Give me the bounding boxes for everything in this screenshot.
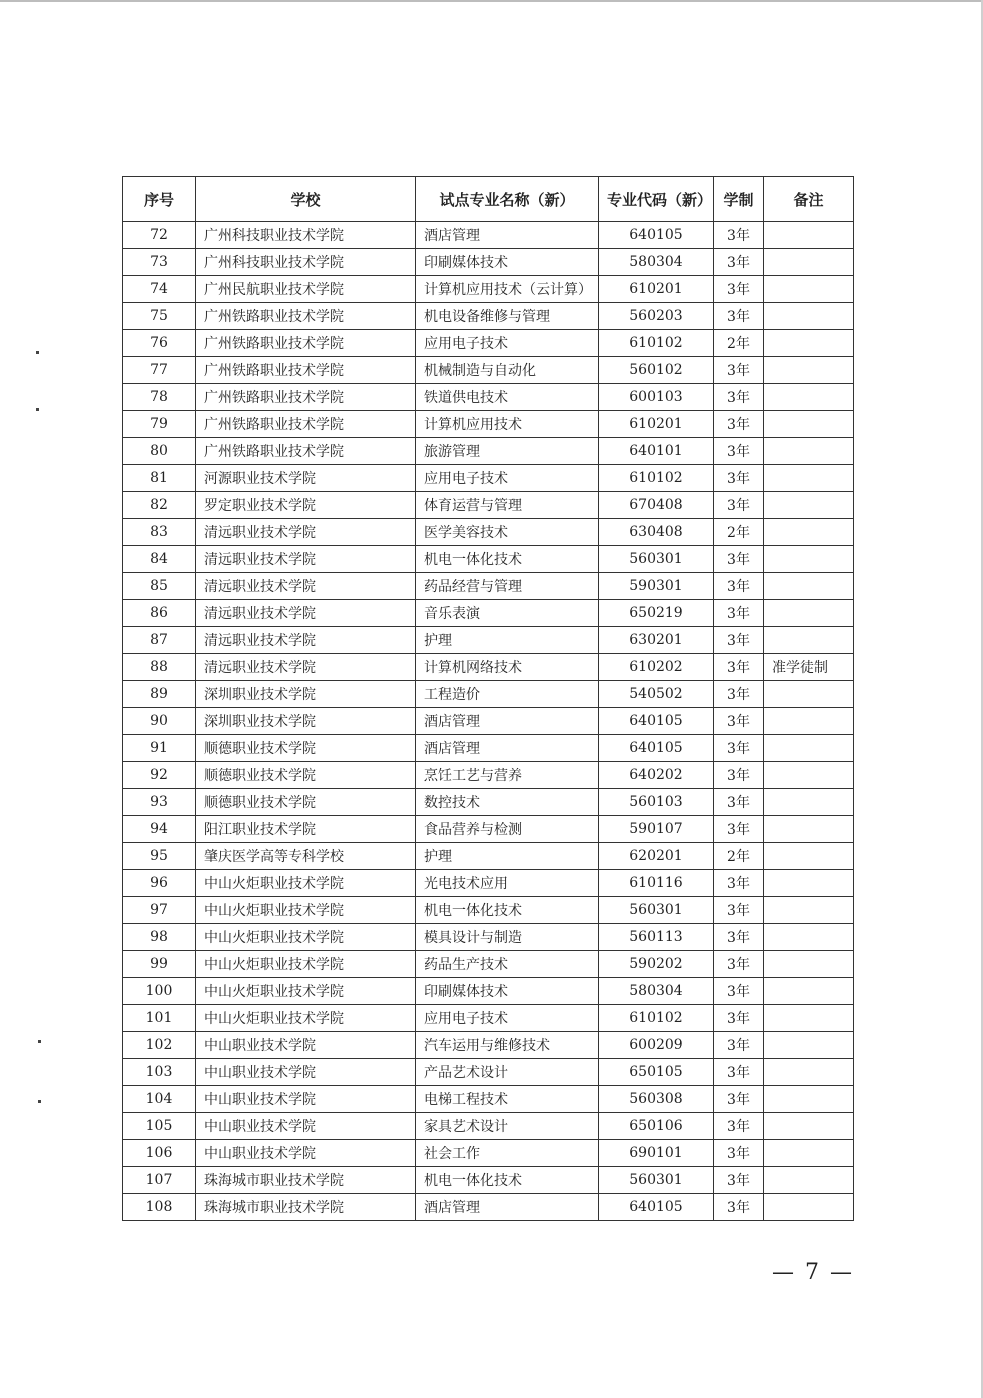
- cell-school: 广州铁路职业技术学院: [196, 411, 416, 438]
- table-row: [123, 1005, 854, 1032]
- header-school: 学校: [196, 177, 416, 222]
- cell-remarks: [764, 1194, 854, 1221]
- cell-serial-number: 98: [123, 924, 196, 951]
- table-row: [123, 1194, 854, 1221]
- cell-major-name: 印刷媒体技术: [416, 249, 599, 276]
- cell-remarks: [764, 411, 854, 438]
- table-row: [123, 546, 854, 573]
- cell-major-code: 640202: [599, 762, 714, 789]
- cell-serial-number: 102: [123, 1032, 196, 1059]
- table-row: [123, 411, 854, 438]
- cell-school: 广州铁路职业技术学院: [196, 384, 416, 411]
- cell-major-name: 体育运营与管理: [416, 492, 599, 519]
- cell-major-code: 610102: [599, 1005, 714, 1032]
- table-row: [123, 573, 854, 600]
- cell-major-code: 600209: [599, 1032, 714, 1059]
- cell-major-code: 640101: [599, 438, 714, 465]
- cell-school: 顺德职业技术学院: [196, 735, 416, 762]
- cell-major-code: 610201: [599, 276, 714, 303]
- cell-duration: 2年: [714, 843, 764, 870]
- cell-major-code: 580304: [599, 249, 714, 276]
- cell-duration: 3年: [714, 573, 764, 600]
- cell-school: 清远职业技术学院: [196, 573, 416, 600]
- cell-remarks: [764, 816, 854, 843]
- cell-major-code: 590202: [599, 951, 714, 978]
- cell-serial-number: 106: [123, 1140, 196, 1167]
- cell-duration: 3年: [714, 1059, 764, 1086]
- cell-major-name: 应用电子技术: [416, 330, 599, 357]
- cell-major-code: 560203: [599, 303, 714, 330]
- table-row: [123, 276, 854, 303]
- cell-major-name: 电梯工程技术: [416, 1086, 599, 1113]
- cell-major-code: 610116: [599, 870, 714, 897]
- cell-major-code: 650219: [599, 600, 714, 627]
- cell-major-name: 家具艺术设计: [416, 1113, 599, 1140]
- table-row: [123, 735, 854, 762]
- cell-serial-number: 85: [123, 573, 196, 600]
- cell-school: 中山火炬职业技术学院: [196, 870, 416, 897]
- cell-major-code: 610202: [599, 654, 714, 681]
- cell-remarks: [764, 600, 854, 627]
- trial-majors-table: [122, 176, 854, 1221]
- cell-school: 罗定职业技术学院: [196, 492, 416, 519]
- cell-duration: 3年: [714, 303, 764, 330]
- cell-serial-number: 105: [123, 1113, 196, 1140]
- cell-remarks: [764, 762, 854, 789]
- cell-school: 珠海城市职业技术学院: [196, 1194, 416, 1221]
- scan-speck: [38, 1040, 41, 1043]
- cell-serial-number: 101: [123, 1005, 196, 1032]
- cell-serial-number: 84: [123, 546, 196, 573]
- cell-school: 顺德职业技术学院: [196, 762, 416, 789]
- scan-speck: [36, 408, 39, 411]
- table-row: [123, 1086, 854, 1113]
- cell-remarks: [764, 384, 854, 411]
- cell-serial-number: 74: [123, 276, 196, 303]
- cell-major-name: 药品生产技术: [416, 951, 599, 978]
- cell-major-code: 560301: [599, 1167, 714, 1194]
- cell-remarks: [764, 546, 854, 573]
- cell-major-name: 计算机应用技术: [416, 411, 599, 438]
- cell-serial-number: 99: [123, 951, 196, 978]
- header-major-name: 试点专业名称（新）: [416, 177, 599, 222]
- cell-serial-number: 78: [123, 384, 196, 411]
- cell-duration: 3年: [714, 1113, 764, 1140]
- cell-duration: 3年: [714, 249, 764, 276]
- cell-school: 清远职业技术学院: [196, 654, 416, 681]
- cell-serial-number: 91: [123, 735, 196, 762]
- cell-major-name: 计算机网络技术: [416, 654, 599, 681]
- cell-school: 广州科技职业技术学院: [196, 222, 416, 249]
- cell-remarks: [764, 735, 854, 762]
- cell-major-name: 酒店管理: [416, 708, 599, 735]
- table-row: [123, 978, 854, 1005]
- table-row: [123, 816, 854, 843]
- cell-remarks: [764, 249, 854, 276]
- cell-school: 广州民航职业技术学院: [196, 276, 416, 303]
- cell-remarks: [764, 303, 854, 330]
- cell-major-name: 机电一体化技术: [416, 897, 599, 924]
- cell-school: 中山火炬职业技术学院: [196, 1005, 416, 1032]
- cell-duration: 2年: [714, 519, 764, 546]
- table-row: [123, 897, 854, 924]
- cell-serial-number: 73: [123, 249, 196, 276]
- header-row: [123, 177, 854, 222]
- cell-major-name: 机械制造与自动化: [416, 357, 599, 384]
- cell-major-name: 护理: [416, 627, 599, 654]
- cell-school: 深圳职业技术学院: [196, 708, 416, 735]
- table-row: [123, 762, 854, 789]
- cell-major-name: 汽车运用与维修技术: [416, 1032, 599, 1059]
- cell-school: 中山火炬职业技术学院: [196, 978, 416, 1005]
- cell-major-name: 印刷媒体技术: [416, 978, 599, 1005]
- cell-school: 中山职业技术学院: [196, 1032, 416, 1059]
- cell-major-code: 590301: [599, 573, 714, 600]
- cell-major-code: 600103: [599, 384, 714, 411]
- table-row: [123, 465, 854, 492]
- table-row: [123, 843, 854, 870]
- cell-major-code: 580304: [599, 978, 714, 1005]
- table-row: [123, 654, 854, 681]
- cell-major-code: 650105: [599, 1059, 714, 1086]
- cell-serial-number: 79: [123, 411, 196, 438]
- table-row: [123, 492, 854, 519]
- cell-major-code: 560113: [599, 924, 714, 951]
- cell-major-code: 640105: [599, 222, 714, 249]
- cell-duration: 3年: [714, 924, 764, 951]
- cell-major-code: 620201: [599, 843, 714, 870]
- page-number: — 7 —: [772, 1260, 854, 1285]
- header-remarks: 备注: [764, 177, 854, 222]
- cell-serial-number: 94: [123, 816, 196, 843]
- table-row: [123, 222, 854, 249]
- cell-remarks: [764, 1113, 854, 1140]
- cell-major-code: 540502: [599, 681, 714, 708]
- cell-duration: 3年: [714, 816, 764, 843]
- cell-remarks: [764, 1167, 854, 1194]
- cell-remarks: [764, 897, 854, 924]
- cell-major-name: 医学美容技术: [416, 519, 599, 546]
- table-row: [123, 1167, 854, 1194]
- cell-major-code: 630408: [599, 519, 714, 546]
- cell-major-code: 610201: [599, 411, 714, 438]
- table-header: [123, 177, 854, 222]
- cell-school: 中山火炬职业技术学院: [196, 897, 416, 924]
- cell-serial-number: 107: [123, 1167, 196, 1194]
- scan-speck: [38, 1100, 41, 1103]
- cell-major-name: 社会工作: [416, 1140, 599, 1167]
- cell-duration: 3年: [714, 654, 764, 681]
- cell-major-code: 640105: [599, 735, 714, 762]
- cell-serial-number: 93: [123, 789, 196, 816]
- cell-duration: 3年: [714, 735, 764, 762]
- cell-duration: 3年: [714, 978, 764, 1005]
- cell-major-code: 560103: [599, 789, 714, 816]
- table-row: [123, 924, 854, 951]
- cell-major-name: 机电设备维修与管理: [416, 303, 599, 330]
- cell-remarks: [764, 465, 854, 492]
- cell-serial-number: 75: [123, 303, 196, 330]
- cell-remarks: [764, 438, 854, 465]
- table-row: [123, 330, 854, 357]
- cell-major-code: 560301: [599, 897, 714, 924]
- header-duration: 学制: [714, 177, 764, 222]
- cell-major-name: 模具设计与制造: [416, 924, 599, 951]
- cell-school: 河源职业技术学院: [196, 465, 416, 492]
- cell-remarks: [764, 222, 854, 249]
- cell-remarks: 准学徒制: [764, 654, 854, 681]
- cell-duration: 3年: [714, 1086, 764, 1113]
- cell-major-code: 630201: [599, 627, 714, 654]
- table-row: [123, 870, 854, 897]
- cell-duration: 3年: [714, 438, 764, 465]
- cell-duration: 3年: [714, 951, 764, 978]
- cell-remarks: [764, 843, 854, 870]
- cell-serial-number: 89: [123, 681, 196, 708]
- table-row: [123, 1140, 854, 1167]
- cell-school: 清远职业技术学院: [196, 519, 416, 546]
- cell-remarks: [764, 1005, 854, 1032]
- cell-school: 深圳职业技术学院: [196, 681, 416, 708]
- cell-serial-number: 83: [123, 519, 196, 546]
- cell-school: 中山职业技术学院: [196, 1140, 416, 1167]
- table-row: [123, 681, 854, 708]
- cell-duration: 3年: [714, 708, 764, 735]
- cell-serial-number: 81: [123, 465, 196, 492]
- cell-major-name: 计算机应用技术（云计算）: [416, 276, 599, 303]
- table-row: [123, 384, 854, 411]
- cell-duration: 3年: [714, 870, 764, 897]
- cell-duration: 3年: [714, 627, 764, 654]
- cell-remarks: [764, 357, 854, 384]
- table-row: [123, 303, 854, 330]
- cell-remarks: [764, 330, 854, 357]
- cell-duration: 3年: [714, 222, 764, 249]
- header-major-code: 专业代码（新）: [599, 177, 714, 222]
- cell-serial-number: 97: [123, 897, 196, 924]
- table-row: [123, 519, 854, 546]
- cell-major-name: 酒店管理: [416, 735, 599, 762]
- cell-major-name: 应用电子技术: [416, 465, 599, 492]
- cell-remarks: [764, 681, 854, 708]
- cell-major-name: 工程造价: [416, 681, 599, 708]
- cell-major-code: 560301: [599, 546, 714, 573]
- cell-remarks: [764, 492, 854, 519]
- table-row: [123, 438, 854, 465]
- table-row: [123, 1059, 854, 1086]
- cell-major-code: 610102: [599, 465, 714, 492]
- cell-duration: 3年: [714, 762, 764, 789]
- cell-remarks: [764, 789, 854, 816]
- cell-duration: 3年: [714, 465, 764, 492]
- table-row: [123, 708, 854, 735]
- scan-speck: [36, 351, 39, 354]
- cell-serial-number: 104: [123, 1086, 196, 1113]
- cell-remarks: [764, 951, 854, 978]
- cell-school: 广州铁路职业技术学院: [196, 330, 416, 357]
- cell-remarks: [764, 1032, 854, 1059]
- cell-remarks: [764, 1059, 854, 1086]
- cell-major-code: 690101: [599, 1140, 714, 1167]
- cell-major-name: 食品营养与检测: [416, 816, 599, 843]
- cell-major-name: 数控技术: [416, 789, 599, 816]
- cell-school: 清远职业技术学院: [196, 600, 416, 627]
- table-row: [123, 951, 854, 978]
- cell-school: 广州科技职业技术学院: [196, 249, 416, 276]
- cell-school: 中山火炬职业技术学院: [196, 924, 416, 951]
- cell-major-name: 音乐表演: [416, 600, 599, 627]
- cell-serial-number: 82: [123, 492, 196, 519]
- cell-major-code: 670408: [599, 492, 714, 519]
- cell-duration: 3年: [714, 276, 764, 303]
- table-row: [123, 249, 854, 276]
- cell-duration: 3年: [714, 600, 764, 627]
- cell-serial-number: 77: [123, 357, 196, 384]
- table-row: [123, 789, 854, 816]
- cell-duration: 3年: [714, 1194, 764, 1221]
- cell-school: 清远职业技术学院: [196, 627, 416, 654]
- cell-duration: 3年: [714, 1140, 764, 1167]
- table-row: [123, 627, 854, 654]
- cell-serial-number: 86: [123, 600, 196, 627]
- cell-serial-number: 76: [123, 330, 196, 357]
- cell-duration: 3年: [714, 384, 764, 411]
- scan-edge-top: [0, 0, 983, 2]
- cell-duration: 3年: [714, 357, 764, 384]
- cell-major-name: 药品经营与管理: [416, 573, 599, 600]
- cell-duration: 3年: [714, 789, 764, 816]
- cell-serial-number: 95: [123, 843, 196, 870]
- cell-serial-number: 108: [123, 1194, 196, 1221]
- table-row: [123, 357, 854, 384]
- cell-remarks: [764, 573, 854, 600]
- table-row: [123, 1032, 854, 1059]
- cell-school: 肇庆医学高等专科学校: [196, 843, 416, 870]
- cell-school: 中山职业技术学院: [196, 1059, 416, 1086]
- cell-major-code: 590107: [599, 816, 714, 843]
- cell-remarks: [764, 1140, 854, 1167]
- cell-remarks: [764, 276, 854, 303]
- cell-serial-number: 72: [123, 222, 196, 249]
- cell-school: 珠海城市职业技术学院: [196, 1167, 416, 1194]
- cell-serial-number: 100: [123, 978, 196, 1005]
- cell-major-code: 560308: [599, 1086, 714, 1113]
- cell-serial-number: 92: [123, 762, 196, 789]
- cell-major-name: 酒店管理: [416, 222, 599, 249]
- cell-duration: 3年: [714, 897, 764, 924]
- cell-school: 中山职业技术学院: [196, 1113, 416, 1140]
- cell-remarks: [764, 627, 854, 654]
- cell-school: 广州铁路职业技术学院: [196, 357, 416, 384]
- cell-major-code: 610102: [599, 330, 714, 357]
- cell-major-name: 酒店管理: [416, 1194, 599, 1221]
- cell-school: 阳江职业技术学院: [196, 816, 416, 843]
- cell-remarks: [764, 1086, 854, 1113]
- cell-serial-number: 90: [123, 708, 196, 735]
- table-row: [123, 600, 854, 627]
- cell-school: 广州铁路职业技术学院: [196, 303, 416, 330]
- cell-duration: 3年: [714, 411, 764, 438]
- header-serial-number: 序号: [123, 177, 196, 222]
- cell-duration: 3年: [714, 681, 764, 708]
- cell-major-name: 应用电子技术: [416, 1005, 599, 1032]
- cell-duration: 3年: [714, 1167, 764, 1194]
- cell-school: 中山火炬职业技术学院: [196, 951, 416, 978]
- cell-remarks: [764, 708, 854, 735]
- cell-duration: 2年: [714, 330, 764, 357]
- table-body: [123, 222, 854, 1221]
- cell-major-name: 护理: [416, 843, 599, 870]
- cell-major-name: 旅游管理: [416, 438, 599, 465]
- cell-major-code: 640105: [599, 708, 714, 735]
- cell-school: 清远职业技术学院: [196, 546, 416, 573]
- cell-school: 广州铁路职业技术学院: [196, 438, 416, 465]
- cell-serial-number: 103: [123, 1059, 196, 1086]
- cell-serial-number: 80: [123, 438, 196, 465]
- cell-major-name: 烹饪工艺与营养: [416, 762, 599, 789]
- cell-major-code: 560102: [599, 357, 714, 384]
- cell-serial-number: 96: [123, 870, 196, 897]
- cell-serial-number: 87: [123, 627, 196, 654]
- cell-major-name: 机电一体化技术: [416, 546, 599, 573]
- cell-duration: 3年: [714, 1005, 764, 1032]
- cell-major-code: 650106: [599, 1113, 714, 1140]
- cell-school: 中山职业技术学院: [196, 1086, 416, 1113]
- cell-serial-number: 88: [123, 654, 196, 681]
- table-row: [123, 1113, 854, 1140]
- cell-duration: 3年: [714, 1032, 764, 1059]
- cell-major-code: 640105: [599, 1194, 714, 1221]
- cell-major-name: 产品艺术设计: [416, 1059, 599, 1086]
- cell-remarks: [764, 519, 854, 546]
- cell-remarks: [764, 924, 854, 951]
- cell-duration: 3年: [714, 546, 764, 573]
- cell-major-name: 铁道供电技术: [416, 384, 599, 411]
- cell-school: 顺德职业技术学院: [196, 789, 416, 816]
- cell-remarks: [764, 870, 854, 897]
- cell-major-name: 机电一体化技术: [416, 1167, 599, 1194]
- cell-remarks: [764, 978, 854, 1005]
- cell-major-name: 光电技术应用: [416, 870, 599, 897]
- cell-duration: 3年: [714, 492, 764, 519]
